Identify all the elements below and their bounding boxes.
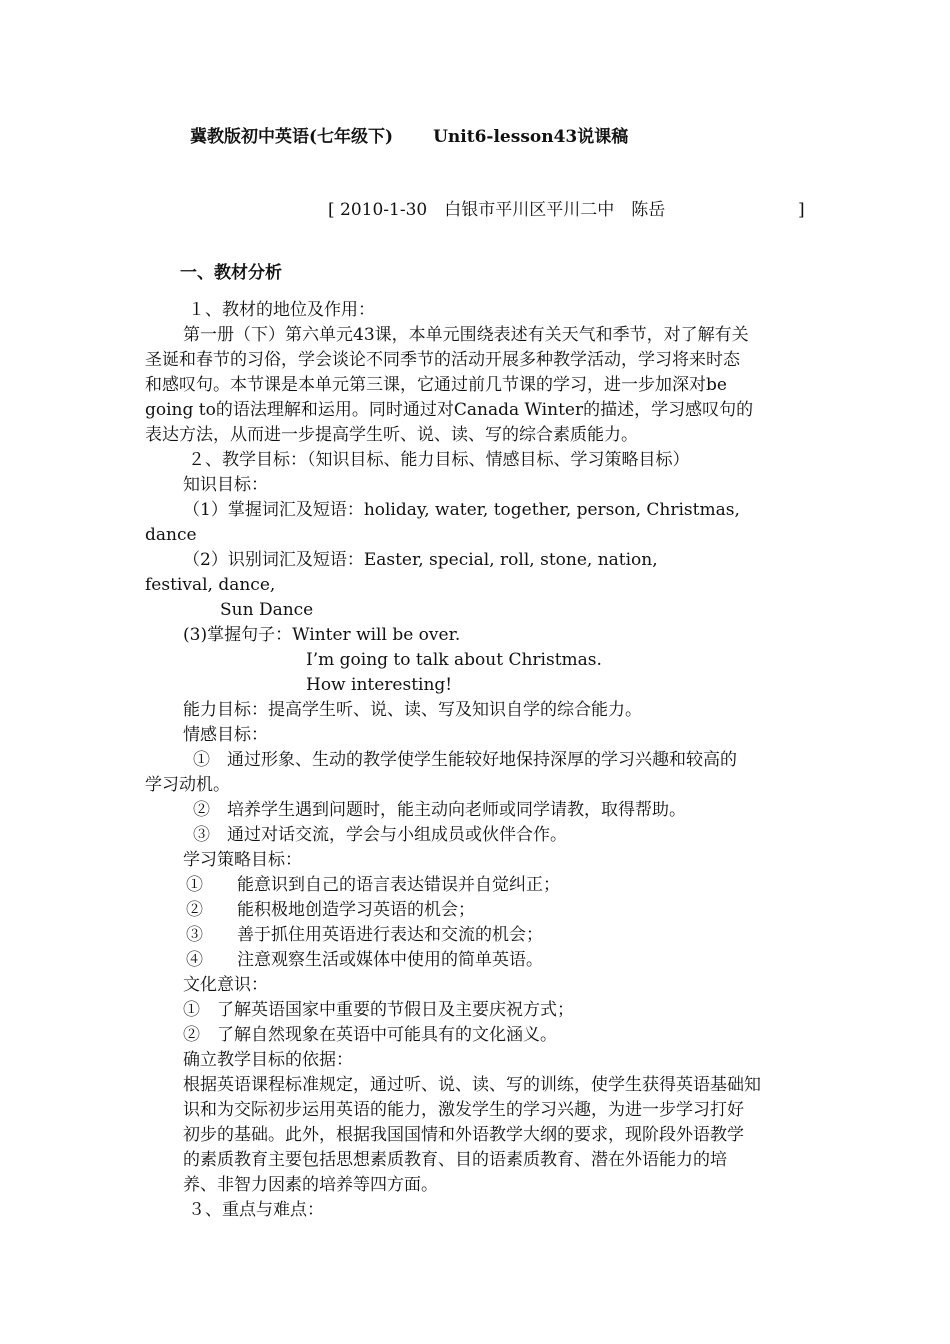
paragraph-line: 养、非智力因素的培养等四方面。 — [183, 1175, 438, 1195]
list-item: ① 了解英语国家中重要的节假日及主要庆祝方式； — [183, 1000, 574, 1020]
document-meta — [328, 198, 808, 223]
document-title — [190, 125, 628, 150]
text-line: 能力目标：提高学生听、说、读、写及知识自学的综合能力。 — [183, 700, 642, 720]
text-line: dance — [145, 525, 197, 545]
list-item: ② 了解自然现象在英语中可能具有的文化涵义。 — [183, 1025, 557, 1045]
title-english: Unit6-lesson43说课稿 — [433, 127, 629, 147]
paragraph-line: 识和为交际初步运用英语的能力，激发学生的学习兴趣，为进一步学习打好 — [183, 1100, 744, 1120]
paragraph-line: 根据英语课程标准规定，通过听、说、读、写的训练，使学生获得英语基础知 — [183, 1075, 761, 1095]
text-line: I’m going to talk about Christmas. — [306, 650, 602, 670]
list-item: ② 培养学生遇到问题时，能主动向老师或同学请教，取得帮助。 — [193, 800, 686, 820]
list-item: ③ 善于抓住用英语进行表达和交流的机会； — [186, 925, 543, 945]
paragraph-line: 和感叹句。本节课是本单元第三课，它通过前几节课的学习，进一步加深对be — [145, 375, 727, 395]
paragraph-line: 的素质教育主要包括思想素质教育、目的语素质教育、潜在外语能力的培 — [183, 1150, 727, 1170]
text-line: Sun Dance — [220, 600, 314, 620]
list-item: ② 能积极地创造学习英语的机会； — [186, 900, 475, 920]
text-line: 情感目标： — [183, 725, 268, 745]
subheading: ２、教学目标：（知识目标、能力目标、情感目标、学习策略目标） — [188, 450, 690, 470]
subheading: ３、重点与难点： — [188, 1200, 324, 1220]
paragraph-line: 初步的基础。此外，根据我国国情和外语教学大纲的要求，现阶段外语教学 — [183, 1125, 744, 1145]
section-heading: 一、教材分析 — [180, 263, 282, 283]
text-line: （1）掌握词汇及短语：holiday, water, together, person, Christmas, — [183, 500, 740, 520]
meta-text: 2010-1-30 白银市平川区平川二中 陈岳 — [340, 200, 666, 220]
list-item: ④ 注意观察生活或媒体中使用的简单英语。 — [186, 950, 543, 970]
text-line: How interesting! — [306, 675, 453, 695]
text-line: (3)掌握句子：Winter will be over. — [183, 625, 461, 645]
subheading: １、教材的地位及作用： — [188, 300, 375, 320]
paragraph-line: 圣诞和春节的习俗，学会谈论不同季节的活动开展多种教学活动，学习将来时态 — [145, 350, 740, 370]
text-line: 学习动机。 — [145, 775, 230, 795]
text-line: （2）识别词汇及短语：Easter, special, roll, stone, nation, — [183, 550, 658, 570]
list-item: ① 通过形象、生动的教学使学生能较好地保持深厚的学习兴趣和较高的 — [193, 750, 737, 770]
title-chinese: 冀教版初中英语(七年级下) — [190, 127, 394, 147]
list-item: ③ 通过对话交流，学会与小组成员或伙伴合作。 — [193, 825, 567, 845]
text-line: 文化意识： — [183, 975, 268, 995]
paragraph-line: 表达方法，从而进一步提高学生听、说、读、写的综合素质能力。 — [145, 425, 638, 445]
meta-open-bracket: [ — [328, 200, 335, 220]
text-line: 确立教学目标的依据： — [183, 1050, 353, 1070]
meta-close-bracket: ] — [798, 200, 805, 220]
text-line: 知识目标： — [183, 475, 268, 495]
text-line: 学习策略目标： — [183, 850, 302, 870]
text-line: festival, dance, — [145, 575, 276, 595]
paragraph-line: 第一册（下）第六单元43课，本单元围绕表述有关天气和季节，对了解有关 — [183, 325, 749, 345]
paragraph-line: going to的语法理解和运用。同时通过对Canada Winter的描述，学习感叹句的 — [145, 400, 754, 420]
list-item: ① 能意识到自己的语言表达错误并自觉纠正； — [186, 875, 560, 895]
